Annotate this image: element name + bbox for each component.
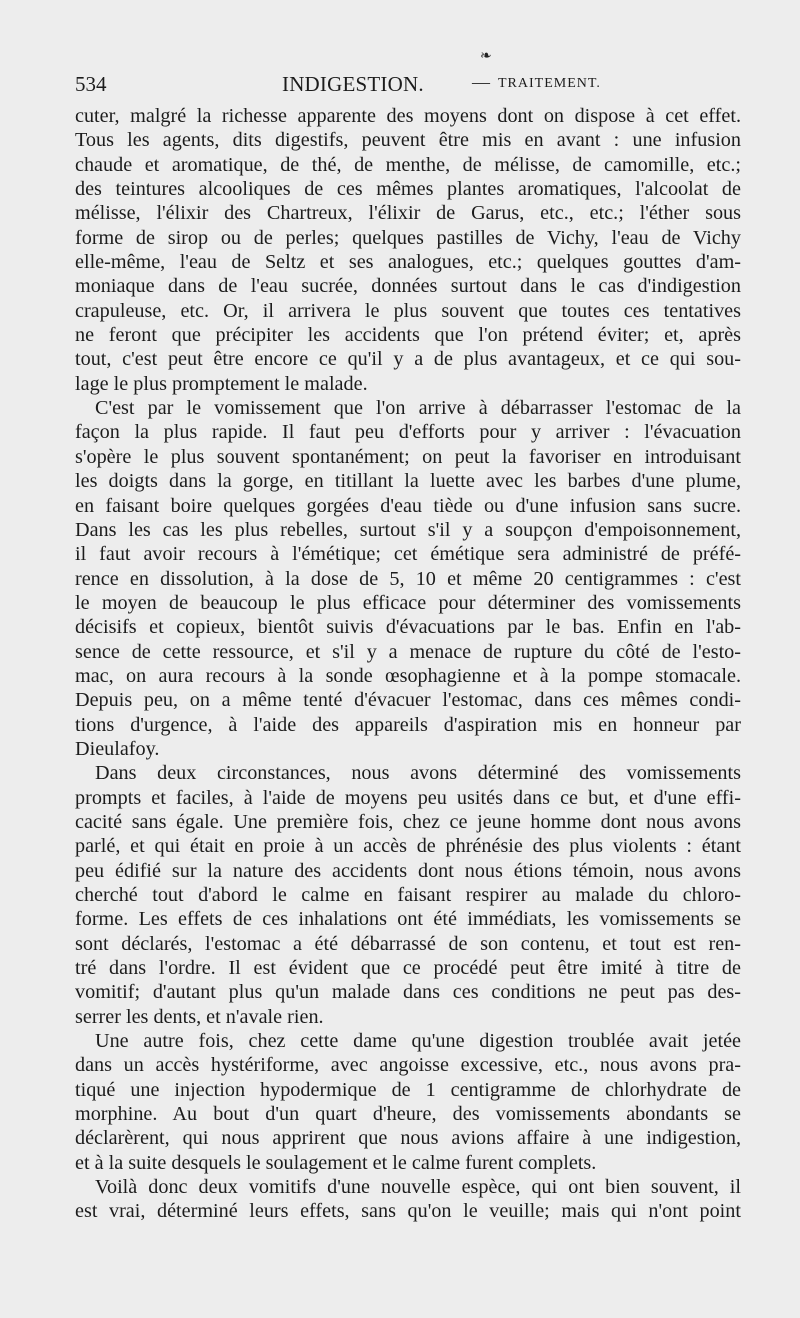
running-header	[75, 72, 745, 102]
running-title: INDIGESTION.	[282, 72, 424, 96]
text-line: sence de cette ressource, et s'il y a menace de rupture du côté de l'esto-	[75, 640, 741, 663]
text-line: et à la suite desquels le soulagement et le calme furent complets.	[75, 1151, 597, 1174]
printer-ornament-mark: ❧	[480, 48, 492, 64]
text-line: décisifs et copieux, bientôt suivis d'évacuations par le bas. Enfin en l'ab-	[75, 616, 741, 639]
text-line: Une autre fois, chez cette dame qu'une digestion troublée avait jetée	[95, 1030, 741, 1053]
text-line: dans un accès hystériforme, avec angoisse excessive, etc., nous avons pra-	[75, 1054, 741, 1077]
text-line: Depuis peu, on a même tenté d'évacuer l'estomac, dans ces mêmes condi-	[75, 689, 741, 712]
text-line: parlé, et qui était en proie à un accès de phrénésie des plus violents : étant	[75, 835, 741, 858]
text-line: le moyen de beaucoup le plus efficace pour déterminer des vomissements	[75, 591, 741, 614]
text-line: les doigts dans la gorge, en titillant la luette avec les barbes d'une plume,	[75, 470, 741, 493]
text-line: Tous les agents, dits digestifs, peuvent être mis en avant : une infusion	[75, 129, 741, 152]
text-line: façon la plus rapide. Il faut peu d'efforts pour y arriver : l'évacuation	[75, 421, 741, 444]
text-line: Voilà donc deux vomitifs d'une nouvelle espèce, qui ont bien souvent, il	[95, 1176, 741, 1199]
text-line: moniaque dans de l'eau sucrée, données surtout dans le cas d'indigestion	[75, 275, 741, 298]
text-line: tré dans l'ordre. Il est évident que ce procédé peut être imité à titre de	[75, 957, 741, 980]
text-line: cuter, malgré la richesse apparente des moyens dont on dispose à cet effet.	[75, 105, 741, 127]
text-line: tout, c'est peut être encore ce qu'il y a de plus avantageux, et ce qui sou-	[75, 348, 741, 371]
text-line: s'opère le plus souvent spontanément; on peut la favoriser en introduisant	[75, 445, 741, 468]
text-line: mac, on aura recours à la sonde œsophagienne et à la pompe stomacale.	[75, 664, 741, 687]
text-line: est vrai, déterminé leurs effets, sans qu'on le veuille; mais qui n'ont point	[75, 1200, 741, 1223]
text-line: Dieulafoy.	[75, 737, 160, 760]
text-line: cacité sans égale. Une première fois, chez ce jeune homme dont nous avons	[75, 810, 741, 833]
text-line: lage le plus promptement le malade.	[75, 372, 368, 395]
page-number: 534	[75, 72, 107, 96]
text-line: mélisse, l'élixir des Chartreux, l'élixir de Garus, etc., etc.; l'éther sous	[75, 202, 741, 225]
text-line: des teintures alcooliques de ces mêmes plantes aromatiques, l'alcoolat de	[75, 178, 741, 201]
text-line: forme de sirop ou de perles; quelques pastilles de Vichy, l'eau de Vichy	[75, 226, 741, 249]
text-line: morphine. Au bout d'un quart d'heure, des vomissements abondants se	[75, 1103, 741, 1126]
text-line: Dans les cas les plus rebelles, surtout s'il y a soupçon d'empoisonnement,	[75, 518, 741, 541]
text-line: chaude et aromatique, de thé, de menthe, de mélisse, de camomille, etc.;	[75, 153, 741, 176]
running-subtitle: TRAITEMENT.	[498, 76, 601, 91]
text-line: il faut avoir recours à l'émétique; cet émétique sera administré de préfé-	[75, 543, 741, 566]
body-text	[75, 104, 741, 1224]
text-line: vomitif; d'autant plus qu'un malade dans ces conditions ne peut pas des-	[75, 981, 741, 1004]
text-line: serrer les dents, et n'avale rien.	[75, 1005, 324, 1028]
text-line: sont déclarés, l'estomac a été débarrassé de son contenu, et tout est ren-	[75, 932, 741, 955]
text-line: tions d'urgence, à l'aide des appareils d'aspiration mis en honneur par	[75, 713, 741, 736]
text-line: Dans deux circonstances, nous avons déterminé des vomissements	[95, 762, 741, 785]
text-line: en faisant boire quelques gorgées d'eau tiède ou d'une infusion sans sucre.	[75, 494, 741, 517]
text-line: crapuleuse, etc. Or, il arrivera le plus souvent que toutes ces tentatives	[75, 299, 741, 322]
text-line: déclarèrent, qui nous apprirent que nous avions affaire à une indigestion,	[75, 1127, 741, 1150]
text-line: prompts et faciles, à l'aide de moyens peu usités dans ce but, et d'une effi-	[75, 786, 741, 809]
text-line: rence en dissolution, à la dose de 5, 10 et même 20 centigrammes : c'est	[75, 567, 741, 590]
text-line: elle-même, l'eau de Seltz et ses analogues, etc.; quelques gouttes d'am-	[75, 251, 741, 274]
text-line: ne feront que précipiter les accidents que l'on prétend éviter; et, après	[75, 324, 741, 347]
text-line: tiqué une injection hypodermique de 1 centigramme de chlorhydrate de	[75, 1078, 741, 1101]
text-line: cherché tout d'abord le calme en faisant respirer au malade du chloro-	[75, 884, 741, 906]
header-dash: —	[472, 72, 490, 92]
text-line: C'est par le vomissement que l'on arrive à débarrasser l'estomac de la	[95, 397, 741, 420]
text-line: peu édifié sur la nature des accidents dont nous étions témoin, nous avons	[75, 859, 741, 882]
text-line: forme. Les effets de ces inhalations ont été immédiats, les vomissements se	[75, 908, 741, 931]
